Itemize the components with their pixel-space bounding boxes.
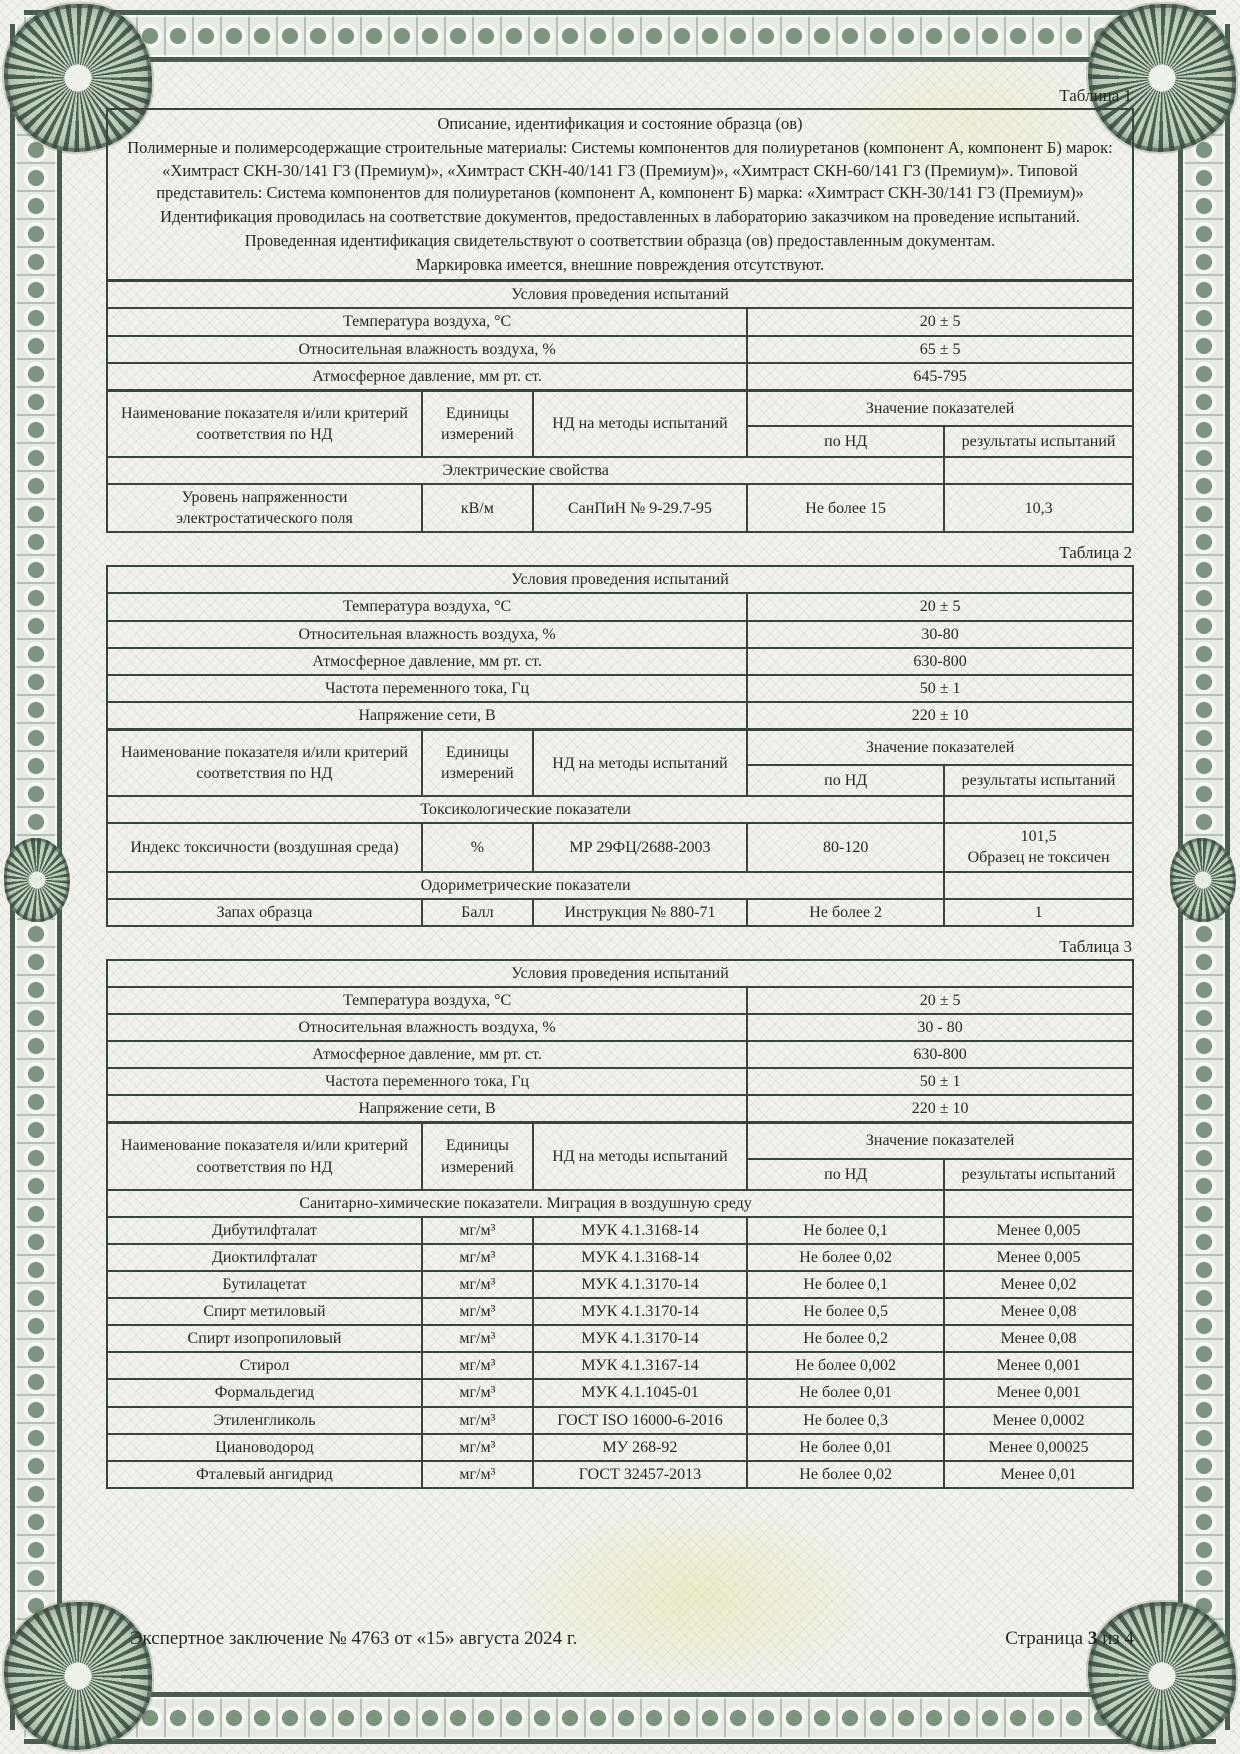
col-header-units: Единицы измерений <box>422 390 533 457</box>
cell-name: Формальдегид <box>107 1379 422 1406</box>
cell-nd: Не более 0,2 <box>747 1325 944 1352</box>
table-row <box>107 1325 1133 1352</box>
table-row <box>107 109 1133 281</box>
cell-result: Менее 0,08 <box>944 1298 1133 1325</box>
table-row <box>107 621 1133 648</box>
cell-unit: мг/м³ <box>422 1407 533 1434</box>
page-footer <box>130 1628 1134 1650</box>
section-title: Токсикологические показатели <box>107 796 944 823</box>
col-header-result: результаты испытаний <box>944 1159 1133 1190</box>
cell-name: Запах образца <box>107 899 422 926</box>
cell-value: 220 ± 10 <box>747 1095 1133 1123</box>
cell-unit: мг/м³ <box>422 1271 533 1298</box>
cell-unit: мг/м³ <box>422 1352 533 1379</box>
section-title: Электрические свойства <box>107 457 944 484</box>
cell-value: 20 ± 5 <box>747 593 1133 620</box>
table-row <box>107 702 1133 730</box>
cell-name: Фталевый ангидрид <box>107 1461 422 1488</box>
col-header-result: результаты испытаний <box>944 426 1133 457</box>
cell-value: 220 ± 10 <box>747 702 1133 730</box>
table2-label: Таблица 2 <box>1059 543 1132 563</box>
cell-method: МУК 4.1.3168-14 <box>533 1244 747 1271</box>
cell-value: 30-80 <box>747 621 1133 648</box>
col-header-nd: по НД <box>747 1159 944 1190</box>
table-row <box>107 648 1133 675</box>
conditions-title: Условия проведения испытаний <box>107 566 1133 593</box>
section-empty-cell <box>944 872 1133 899</box>
table-row <box>107 987 1133 1014</box>
cell-name: Частота переменного тока, Гц <box>107 675 747 702</box>
table-row <box>107 281 1133 309</box>
cell-method: ГОСТ 32457-2013 <box>533 1461 747 1488</box>
cell-nd: Не более 0,01 <box>747 1434 944 1461</box>
cell-value: 20 ± 5 <box>747 308 1133 335</box>
cell-unit: мг/м³ <box>422 1434 533 1461</box>
col-header-name: Наименование показателя и/или критерий соответствия по НД <box>107 390 422 457</box>
section-empty-cell <box>944 457 1133 484</box>
cell-name: Спирт метиловый <box>107 1298 422 1325</box>
cell-name: Стирол <box>107 1352 422 1379</box>
cell-method: СанПиН № 9-29.7-95 <box>533 484 747 532</box>
description-cell <box>107 109 1133 281</box>
table-row <box>107 1379 1133 1406</box>
col-header-values: Значение показателей <box>747 390 1133 426</box>
border-band-bottom <box>24 1692 1216 1744</box>
col-header-units: Единицы измерений <box>422 730 533 797</box>
table-row <box>107 1271 1133 1298</box>
cell-method: МР 29ФЦ/2688-2003 <box>533 823 747 871</box>
cell-value: 65 ± 5 <box>747 336 1133 363</box>
cell-method: МУК 4.1.1045-01 <box>533 1379 747 1406</box>
cell-nd: Не более 0,5 <box>747 1298 944 1325</box>
conditions-title: Условия проведения испытаний <box>107 960 1133 987</box>
footer-page-current: 3 <box>1087 1628 1098 1649</box>
guilloche-medallion-left-icon <box>4 838 70 922</box>
cell-unit: мг/м³ <box>422 1325 533 1352</box>
cell-value: 645-795 <box>747 363 1133 391</box>
section-empty-cell <box>944 796 1133 823</box>
col-header-name: Наименование показателя и/или критерий соответствия по НД <box>107 1123 422 1190</box>
col-header-nd: по НД <box>747 426 944 457</box>
section-row <box>107 457 1133 484</box>
description-paragraph: Полимерные и полимерсодержащие строительные материалы: Системы компонентов для полиуретанов (компонент А, компонент Б) марок: «Химтраст СКН-30/141 Г3 (Премиум)», «Химтраст СКН-40/141 Г3 (Премиум)», «Химтраст СКН-60/141 Г3 (Премиум)». Типовой представитель: Система компонентов для полиуретанов (компонент А, компонент Б) марка: «Химтраст СКН-30/141 Г3 (Премиум)» <box>127 137 1113 203</box>
cell-name: Циановодород <box>107 1434 422 1461</box>
footer-document-number: Экспертное заключение № 4763 от «15» августа 2024 г. <box>130 1628 578 1649</box>
document-content <box>106 84 1134 1489</box>
cell-value: 20 ± 5 <box>747 987 1133 1014</box>
cell-unit: мг/м³ <box>422 1298 533 1325</box>
cell-result: Менее 0,005 <box>944 1217 1133 1244</box>
guilloche-rosette-bottom-right-icon <box>1088 1602 1236 1750</box>
cell-value: 50 ± 1 <box>747 675 1133 702</box>
guilloche-medallion-right-icon <box>1170 838 1236 922</box>
table-row <box>107 823 1133 871</box>
col-header-result: результаты испытаний <box>944 765 1133 796</box>
section-row <box>107 872 1133 899</box>
cell-nd: Не более 0,02 <box>747 1244 944 1271</box>
cell-method: ГОСТ ISO 16000-6-2016 <box>533 1407 747 1434</box>
section-row <box>107 796 1133 823</box>
data-rows <box>107 484 1133 532</box>
table-row <box>107 484 1133 532</box>
cell-result: Менее 0,001 <box>944 1379 1133 1406</box>
description-title: Описание, идентификация и состояние образца (ов) <box>437 114 803 133</box>
cell-name: Диоктилфталат <box>107 1244 422 1271</box>
cell-unit: кВ/м <box>422 484 533 532</box>
table-row <box>107 1068 1133 1095</box>
section-title: Одориметрические показатели <box>107 872 944 899</box>
cell-name: Относительная влажность воздуха, % <box>107 621 747 648</box>
cell-name: Напряжение сети, В <box>107 1095 747 1123</box>
cell-nd: Не более 0,3 <box>747 1407 944 1434</box>
table-row <box>107 1352 1133 1379</box>
border-band-top <box>24 10 1216 62</box>
cell-unit: Балл <box>422 899 533 926</box>
table-row <box>107 1244 1133 1271</box>
description-paragraph: Идентификация проводилась на соответствие документов, предоставленных в лабораторию заказчиком на проведение испытаний. <box>160 207 1080 227</box>
cell-nd: Не более 0,1 <box>747 1271 944 1298</box>
col-header-nd: по НД <box>747 765 944 796</box>
description-paragraph: Проведенная идентификация свидетельствуют о соответствии образца (ов) предоставленным документам. <box>244 230 996 250</box>
cell-method: МУК 4.1.3168-14 <box>533 1217 747 1244</box>
cell-result: 10,3 <box>944 484 1133 532</box>
cell-name: Атмосферное давление, мм рт. ст. <box>107 363 747 391</box>
table-row <box>107 960 1133 987</box>
cell-name: Спирт изопропиловый <box>107 1325 422 1352</box>
cell-name: Относительная влажность воздуха, % <box>107 336 747 363</box>
data-rows <box>107 899 1133 926</box>
cell-name: Атмосферное давление, мм рт. ст. <box>107 1041 747 1068</box>
cell-name: Относительная влажность воздуха, % <box>107 1014 747 1041</box>
table3-label: Таблица 3 <box>1059 936 1132 956</box>
cell-name: Атмосферное давление, мм рт. ст. <box>107 648 747 675</box>
cell-nd: Не более 15 <box>747 484 944 532</box>
description-paragraph: Маркировка имеется, внешние повреждения отсутствуют. <box>415 254 825 274</box>
cell-method: Инструкция № 880-71 <box>533 899 747 926</box>
cell-name: Напряжение сети, В <box>107 702 747 730</box>
cell-name: Частота переменного тока, Гц <box>107 1068 747 1095</box>
table-header-row <box>107 390 1133 426</box>
cell-nd: Не более 0,002 <box>747 1352 944 1379</box>
guilloche-rosette-bottom-left-icon <box>4 1602 152 1750</box>
col-header-values: Значение показателей <box>747 1123 1133 1159</box>
cell-name: Бутилацетат <box>107 1271 422 1298</box>
cell-name: Температура воздуха, °С <box>107 593 747 620</box>
cell-name: Температура воздуха, °С <box>107 987 747 1014</box>
cell-method: МУК 4.1.3170-14 <box>533 1271 747 1298</box>
cell-name: Уровень напряженности электростатического поля <box>107 484 422 532</box>
cell-result: 101,5 Образец не токсичен <box>944 823 1133 871</box>
cell-name: Этиленгликоль <box>107 1407 422 1434</box>
table-row <box>107 1095 1133 1123</box>
cell-result: Менее 0,00025 <box>944 1434 1133 1461</box>
cell-nd: Не более 2 <box>747 899 944 926</box>
section-title: Санитарно-химические показатели. Миграция в воздушную среду <box>107 1190 944 1217</box>
cell-nd: Не более 0,1 <box>747 1217 944 1244</box>
data-rows <box>107 823 1133 871</box>
col-header-values: Значение показателей <box>747 730 1133 766</box>
table-row <box>107 593 1133 620</box>
cell-method: МУК 4.1.3170-14 <box>533 1298 747 1325</box>
table-row <box>107 1014 1133 1041</box>
table1-label: Таблица 1 <box>1059 86 1132 105</box>
cell-value: 30 - 80 <box>747 1014 1133 1041</box>
table2 <box>106 565 1134 926</box>
col-header-name: Наименование показателя и/или критерий соответствия по НД <box>107 730 422 797</box>
cell-result: Менее 0,02 <box>944 1271 1133 1298</box>
cell-value: 630-800 <box>747 648 1133 675</box>
cell-name: Температура воздуха, °С <box>107 308 747 335</box>
cell-result: Менее 0,08 <box>944 1325 1133 1352</box>
cell-method: МУК 4.1.3167-14 <box>533 1352 747 1379</box>
data-rows <box>107 1217 1133 1488</box>
cell-nd: 80-120 <box>747 823 944 871</box>
cell-unit: мг/м³ <box>422 1217 533 1244</box>
cell-value: 50 ± 1 <box>747 1068 1133 1095</box>
cell-name: Дибутилфталат <box>107 1217 422 1244</box>
cell-result: 1 <box>944 899 1133 926</box>
table-row <box>107 899 1133 926</box>
table-row <box>107 1407 1133 1434</box>
cell-unit: мг/м³ <box>422 1461 533 1488</box>
col-header-method: НД на методы испытаний <box>533 1123 747 1190</box>
cell-method: МУ 268-92 <box>533 1434 747 1461</box>
conditions-title: Условия проведения испытаний <box>107 281 1133 309</box>
table-header-row <box>107 1123 1133 1159</box>
conditions-rows <box>107 593 1133 729</box>
table-header-row <box>107 730 1133 766</box>
conditions-rows <box>107 308 1133 390</box>
cell-value: 630-800 <box>747 1041 1133 1068</box>
table-row <box>107 336 1133 363</box>
footer-page-total: 4 <box>1124 1628 1134 1649</box>
cell-method: МУК 4.1.3170-14 <box>533 1325 747 1352</box>
table-row <box>107 1434 1133 1461</box>
col-header-method: НД на методы испытаний <box>533 390 747 457</box>
footer-page-indicator <box>1005 1628 1134 1650</box>
table-row <box>107 566 1133 593</box>
table-row <box>107 1298 1133 1325</box>
cell-result: Менее 0,001 <box>944 1352 1133 1379</box>
cell-nd: Не более 0,02 <box>747 1461 944 1488</box>
cell-name: Индекс токсичности (воздушная среда) <box>107 823 422 871</box>
cell-unit: % <box>422 823 533 871</box>
cell-unit: мг/м³ <box>422 1244 533 1271</box>
table3 <box>106 959 1134 1489</box>
cell-result: Менее 0,0002 <box>944 1407 1133 1434</box>
section-empty-cell <box>944 1190 1133 1217</box>
table-row <box>107 1217 1133 1244</box>
conditions-rows <box>107 987 1133 1123</box>
table-row <box>107 308 1133 335</box>
col-header-units: Единицы измерений <box>422 1123 533 1190</box>
col-header-method: НД на методы испытаний <box>533 730 747 797</box>
section-row <box>107 1190 1133 1217</box>
footer-page-word: Страница <box>1005 1628 1084 1649</box>
table1 <box>106 108 1134 533</box>
table-row <box>107 1461 1133 1488</box>
cell-nd: Не более 0,01 <box>747 1379 944 1406</box>
cell-unit: мг/м³ <box>422 1379 533 1406</box>
table-row <box>107 363 1133 391</box>
table-row <box>107 1041 1133 1068</box>
footer-of-word: из <box>1102 1628 1120 1649</box>
cell-result: Менее 0,01 <box>944 1461 1133 1488</box>
table-row <box>107 675 1133 702</box>
cell-result: Менее 0,005 <box>944 1244 1133 1271</box>
